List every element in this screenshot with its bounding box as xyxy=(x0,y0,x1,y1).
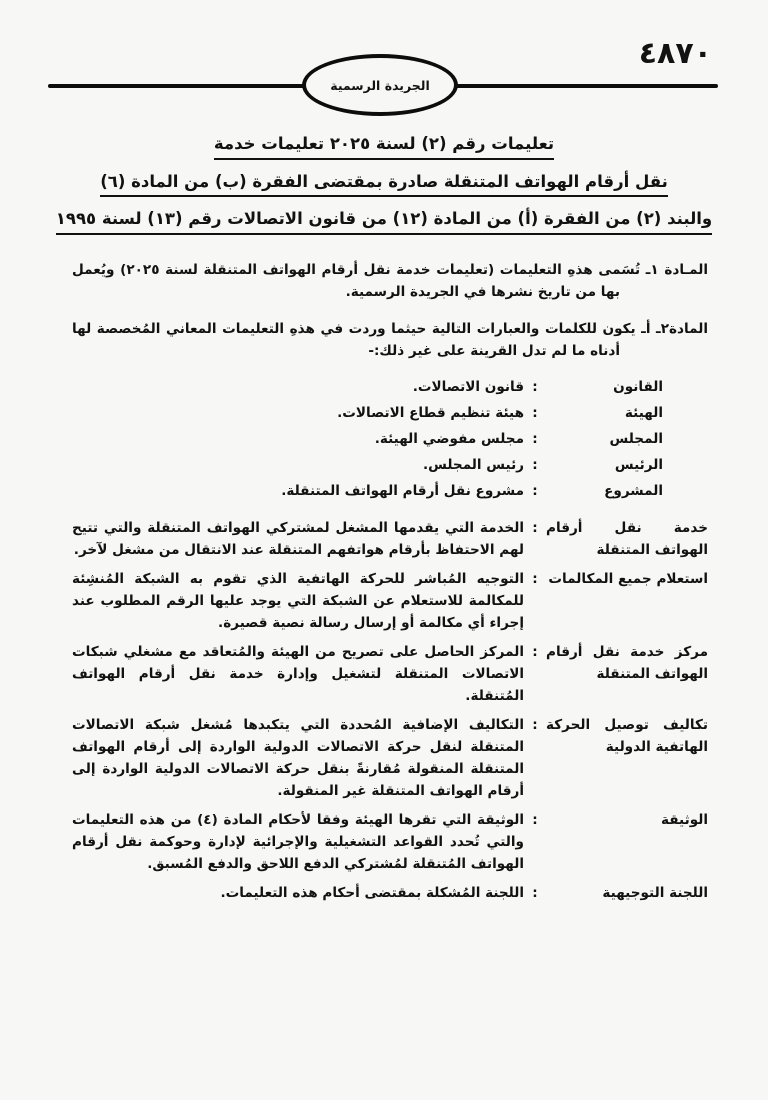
definition-term: المجلس xyxy=(609,430,663,447)
definition-term: تكاليف توصيل الحركة الهاتفية الدولية xyxy=(546,716,708,755)
document-title xyxy=(0,134,768,235)
definition-text: قانون الاتصالات. xyxy=(412,378,524,395)
definition-text: المركز الحاصل على تصريح من الهيئة والمُتعاقد مع مشغلي شبكات الاتصالات المتنقلة لتشغيل وإدارة خدمة نقل أرقام الهواتف المُتنقلة. xyxy=(72,643,524,704)
definition-row xyxy=(72,427,708,451)
definition-term: اللجنة التوجيهية xyxy=(602,884,708,901)
definition-text: التوجيه المُباشر للحركة الهاتفية الذي تقوم به الشبكة المُنشِئة للمكالمة للاستعلام عن الشبكة التي يوجد عليها الرقم المطلوب عند إجراء أي مكالمة أو إرسال رسالة نصية قصيرة. xyxy=(72,570,524,631)
definition-row xyxy=(72,882,708,904)
definition-text: رئيس المجلس. xyxy=(422,456,524,473)
definition-term: خدمة نقل أرقام الهواتف المتنقلة xyxy=(546,519,708,558)
colon-separator: : xyxy=(532,643,538,660)
gazette-seal xyxy=(302,54,458,116)
definition-text: مشروع نقل أرقام الهواتف المتنقلة. xyxy=(281,482,524,499)
title-line-2: نقل أرقام الهواتف المتنقلة صادرة بمقتضى الفقرة (ب) من المادة (٦) xyxy=(0,172,768,198)
definition-text: هيئة تنظيم قطاع الاتصالات. xyxy=(337,404,524,421)
article-2: المادة٢ـ أـ يكون للكلمات والعبارات التالية حيثما وردت في هذهِ التعليمات المعاني المُخصصة لها أدناه ما لم تدل القرينة على غير ذلك:- xyxy=(72,320,708,359)
definitions-list xyxy=(72,375,708,904)
document-body xyxy=(72,259,708,904)
definition-text: التكاليف الإضافية المُحددة التي يتكبدها مُشغل شبكة الاتصالات المتنقلة لنقل حركة الاتصالات الدولية الواردة إلى أرقام الهواتف المتنقلة المنقولة مُقارنةً بنقل حركة الاتصالات الدولية الواردة إلى أرقام الهواتف المتنقلة غير المنقولة. xyxy=(72,716,524,799)
definition-row xyxy=(72,479,708,503)
colon-separator: : xyxy=(532,811,538,828)
definition-row xyxy=(72,641,708,707)
article-1: المـادة ١ـ تُسَمى هذهِ التعليمات (تعليمات خدمة نقل أرقام الهواتف المتنقلة لسنة ٢٠٢٥) ويُعمل بها من تاريخ نشرها في الجريدة الرسمية. xyxy=(72,261,708,300)
definition-row xyxy=(72,401,708,425)
definition-term: الرئيس xyxy=(614,456,663,473)
definition-text: مجلس مفوضي الهيئة. xyxy=(374,430,524,447)
definition-row xyxy=(72,375,708,399)
definition-row xyxy=(72,517,708,561)
definition-term: الهيئة xyxy=(624,404,663,421)
definition-text: الوثيقة التي تقرها الهيئة وفقا لأحكام المادة (٤) من هذه التعليمات والتي تُحدد القواعد التشغيلية والإجرائية لإدارة وحوكمة نقل أرقام الهواتف المُتنقلة لمُشتركي الدفع اللاحق والدفع المُسبق. xyxy=(72,811,524,872)
definition-row xyxy=(72,809,708,875)
colon-separator: : xyxy=(532,519,538,536)
definition-text: الخدمة التي يقدمها المشغل لمشتركي الهواتف المتنقلة والتي تتيح لهم الاحتفاظ بأرقام هواتفهم المتنقلة عند الانتقال من مشغل لآخر. xyxy=(72,519,524,558)
definition-text: اللجنة المُشكلة بمقتضى أحكام هذه التعليمات. xyxy=(220,884,524,901)
definition-row xyxy=(72,453,708,477)
definition-term: مركز خدمة نقل أرقام الهواتف المتنقلة xyxy=(546,643,708,682)
page-header xyxy=(0,0,768,124)
definition-term: الوثيقة xyxy=(661,811,708,828)
definition-row xyxy=(72,714,708,802)
colon-separator: : xyxy=(532,884,538,901)
colon-separator: : xyxy=(532,404,538,421)
colon-separator: : xyxy=(532,430,538,447)
definition-term: القانون xyxy=(613,378,663,395)
colon-separator: : xyxy=(532,570,538,587)
definition-term: استعلام جميع المكالمات xyxy=(548,570,708,587)
colon-separator: : xyxy=(532,378,538,395)
colon-separator: : xyxy=(532,716,538,733)
definition-term: المشروع xyxy=(604,482,663,499)
title-line-1: تعليمات رقم (٢) لسنة ٢٠٢٥ تعليمات خدمة xyxy=(0,134,768,160)
title-line-3: والبند (٢) من الفقرة (أ) من المادة (١٢) من قانون الاتصالات رقم (١٣) لسنة ١٩٩٥ xyxy=(0,209,768,235)
colon-separator: : xyxy=(532,482,538,499)
colon-separator: : xyxy=(532,456,538,473)
gazette-label: الجريدة الرسمية xyxy=(330,77,430,93)
page-number: ٤٨٧٠ xyxy=(638,36,712,71)
definition-row xyxy=(72,568,708,634)
